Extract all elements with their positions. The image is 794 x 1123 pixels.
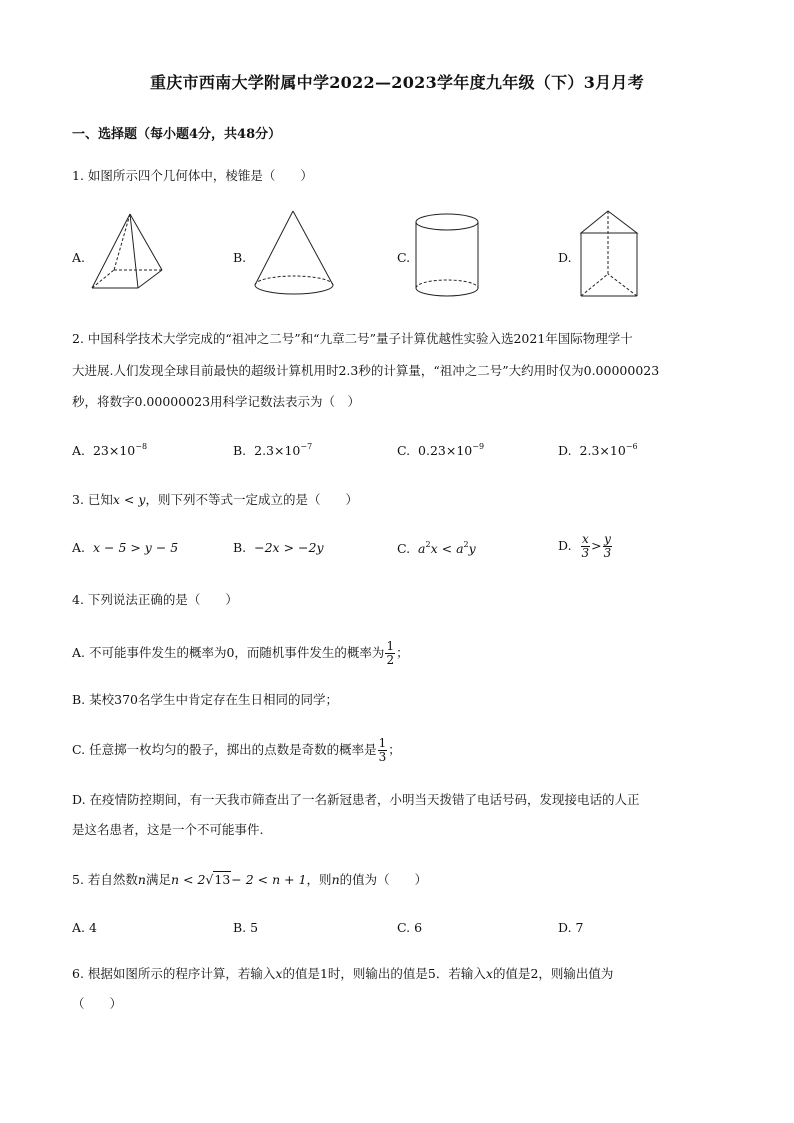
q2-option-b: B. $2.3\times 10^{-7}$ xyxy=(233,442,313,458)
q1-option-b-label: B. xyxy=(233,250,247,265)
q1-option-c-label: C. xyxy=(397,250,411,265)
question-2-line-1: 2. 中国科学技术大学完成的“祖冲之二号”和“九章二号”量子计算优越性实验入选2021年国际物理学十 xyxy=(72,331,633,346)
q2-option-c: C. $0.23\times 10^{-9}$ xyxy=(397,442,485,458)
q5-option-a: A. 4 xyxy=(72,920,97,935)
q4-option-a: A. 不可能事件发生的概率为0，而随机事件发生的概率为 $\frac{1}{2}$ ； xyxy=(72,639,409,667)
question-2-line-2: 大进展.人们发现全球目前最快的超级计算机用时2.3秒的计算量，“祖冲之二号”大约用时仅为0.00000023 xyxy=(72,363,660,378)
question-6-line-2: （ ） xyxy=(72,996,123,1011)
question-1-stem: 1. 如图所示四个几何体中，棱锥是（ ） xyxy=(72,168,313,183)
triangular-prism-icon xyxy=(578,208,642,300)
q5-option-c: C. 6 xyxy=(397,920,423,935)
question-2-line-3: 秒，将数字0.00000023用科学记数法表示为（ ） xyxy=(72,394,361,409)
q4-option-d-line-2: 是这名患者，这是一个不可能事件. xyxy=(72,822,264,837)
q2-option-a: A. $23\times 10^{-8}$ xyxy=(72,442,148,458)
page-title: 重庆市西南大学附属中学2022—2023学年度九年级（下）3月月考 xyxy=(149,73,645,92)
question-3-stem: 3. 已知x < y，则下列不等式一定成立的是（ ） xyxy=(72,492,358,507)
q3-option-a: A. x − 5 > y − 5 xyxy=(72,540,179,555)
question-5-stem: 5. 若自然数n满足n < 2√13− 2 < n + 1，则n的值为（ ） xyxy=(72,872,428,887)
pyramid-icon xyxy=(88,212,168,294)
q3-option-b: B. −2x > −2y xyxy=(233,540,324,555)
section-heading: 一、选择题（每小题4分，共48分） xyxy=(72,127,282,142)
cone-icon xyxy=(250,208,340,300)
q3-option-d: D. $\frac{x}{3}$ > $\frac{y}{3}$ xyxy=(558,532,612,560)
q4-option-b: B. 某校370名学生中肯定存在生日相同的同学； xyxy=(72,692,338,707)
q2-option-d: D. $2.3\times 10^{-6}$ xyxy=(558,442,638,458)
q5-option-b: B. 5 xyxy=(233,920,259,935)
q1-option-a-label: A. xyxy=(72,250,86,265)
question-6-line-1: 6. 根据如图所示的程序计算，若输入x的值是1时，则输出的值是5．若输入x的值是2，则输出值为 xyxy=(72,966,614,981)
q4-option-c: C. 任意掷一枚均匀的骰子，掷出的点数是奇数的概率是 $\frac{1}{3}$ ； xyxy=(72,736,401,764)
q4-option-d-line-1: D. 在疫情防控期间，有一天我市筛查出了一名新冠患者，小明当天拨错了电话号码，发现接电话的人正 xyxy=(72,792,640,807)
cylinder-icon xyxy=(413,212,483,300)
question-4-stem: 4. 下列说法正确的是（ ） xyxy=(72,592,238,607)
q5-option-d: D. 7 xyxy=(558,920,584,935)
q3-option-c: C. $a^2x < a^2y$ xyxy=(397,540,476,556)
q1-option-d-label: D. xyxy=(558,250,572,265)
